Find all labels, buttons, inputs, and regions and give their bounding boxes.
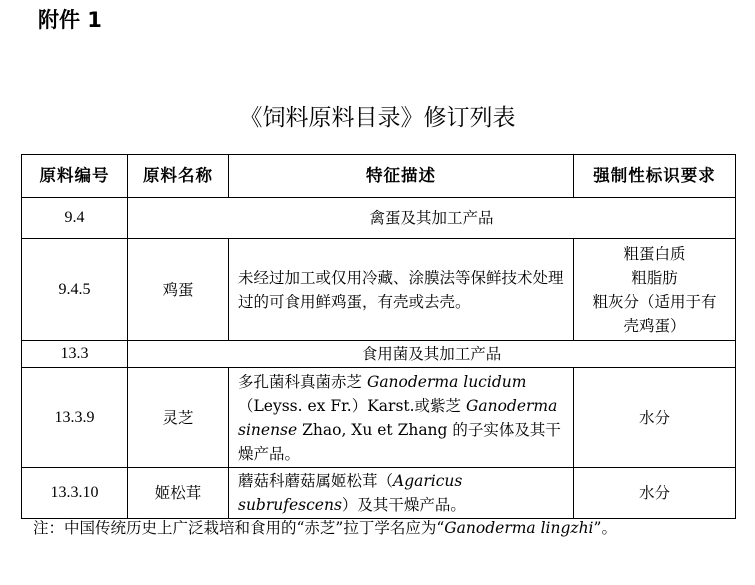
header-code: 原料编号 <box>22 155 128 198</box>
desc-text: 多孔菌科真菌赤芝 <box>238 372 367 391</box>
cell-code: 13.3 <box>22 341 128 368</box>
cell-requirement: 水分 <box>574 368 736 468</box>
cell-code: 9.4.5 <box>22 239 128 341</box>
cell-requirement: 水分 <box>574 468 736 519</box>
desc-text: （Leyss. ex Fr.）Karst.或紫芝 <box>238 396 466 415</box>
header-requirement: 强制性标识要求 <box>574 155 736 198</box>
footnote <box>33 516 617 538</box>
cell-code: 9.4 <box>22 198 128 239</box>
cell-name: 鸡蛋 <box>128 239 229 341</box>
attachment-label: 附件 1 <box>38 8 102 32</box>
table-row <box>22 368 736 468</box>
requirement-line: 壳鸡蛋） <box>623 316 686 335</box>
note-text: ”。 <box>593 519 617 537</box>
requirement-line: 粗灰分（适用于有 <box>592 292 717 311</box>
desc-text: Zhao, Xu et Zhang 的子实体及其干燥产品。 <box>238 420 561 463</box>
table-header-row <box>22 155 736 198</box>
header-name: 原料名称 <box>128 155 229 198</box>
requirement-line: 粗脂肪 <box>631 268 678 287</box>
table-row <box>22 239 736 341</box>
cell-category: 食用菌及其加工产品 <box>128 341 736 368</box>
cell-code: 13.3.9 <box>22 368 128 468</box>
cell-code: 13.3.10 <box>22 468 128 519</box>
cell-requirement <box>574 239 736 341</box>
note-text: 注：中国传统历史上广泛栽培和食用的“赤芝”拉丁学名应为“ <box>33 519 445 537</box>
table-row <box>22 341 736 368</box>
latin-name: Ganoderma lucidum <box>366 372 527 391</box>
desc-text: 蘑菇科蘑菇属姬松茸（ <box>238 472 394 490</box>
cell-description: 未经过加工或仅用冷藏、涂膜法等保鲜技术处理过的可食用鲜鸡蛋，有壳或去壳。 <box>229 239 574 341</box>
latin-name: Ganoderma sinense <box>238 396 558 439</box>
cell-description <box>229 368 574 468</box>
desc-text: ）及其干燥产品。 <box>341 496 466 514</box>
cell-name: 姬松茸 <box>128 468 229 519</box>
cell-description <box>229 468 574 519</box>
latin-name: Ganoderma lingzhi <box>444 519 594 537</box>
requirement-line: 粗蛋白质 <box>623 244 686 263</box>
document-title: 《饲料原料目录》修订列表 <box>239 105 516 131</box>
cell-name: 灵芝 <box>128 368 229 468</box>
cell-category: 禽蛋及其加工产品 <box>128 198 736 239</box>
revision-table <box>21 154 736 519</box>
header-description: 特征描述 <box>229 155 574 198</box>
latin-name: Agaricus subrufescens <box>238 472 463 514</box>
table-row <box>22 468 736 519</box>
table-row <box>22 198 736 239</box>
